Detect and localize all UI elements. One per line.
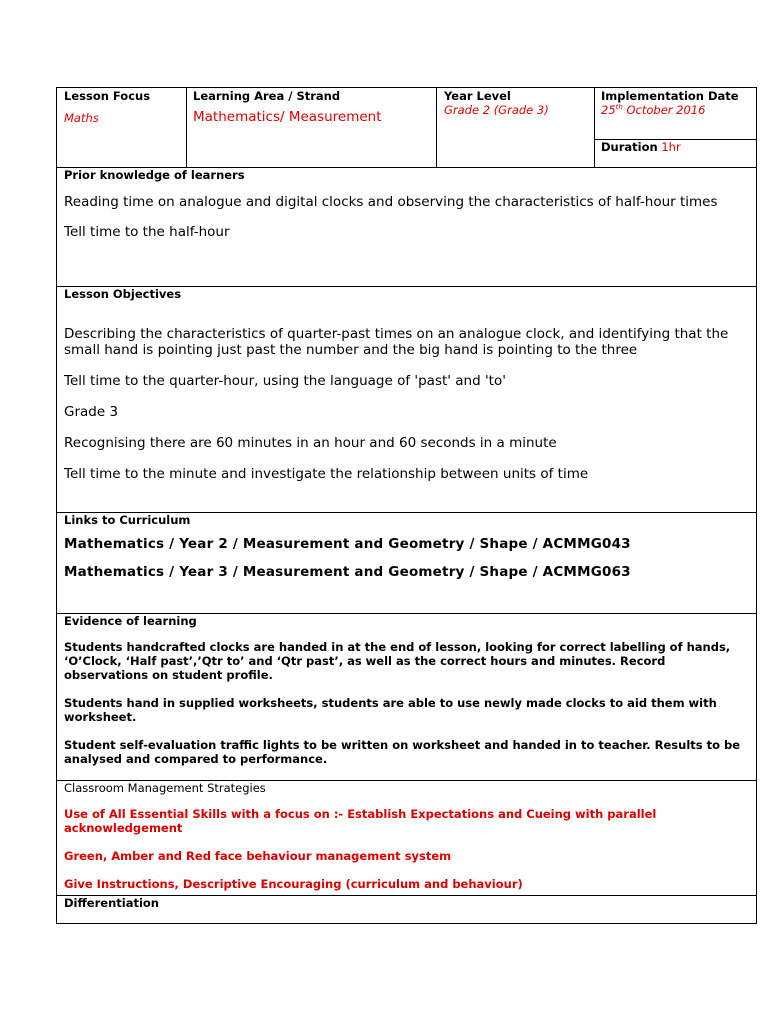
- year-level-label: Year Level: [444, 89, 511, 103]
- curriculum-item-2: Mathematics / Year 3 / Measurement and Geometry / Shape / ACMMG063: [64, 564, 631, 580]
- evidence-item-2: Students hand in supplied worksheets, students are able to use newly made clocks to aid them with worksheet.: [64, 696, 717, 724]
- implementation-day: 25: [601, 103, 616, 117]
- lesson-plan-table: [56, 87, 757, 924]
- lesson-focus-label: Lesson Focus: [64, 89, 151, 103]
- prior-knowledge-title: Prior knowledge of learners: [64, 168, 245, 182]
- management-title: Classroom Management Strategies: [64, 781, 266, 795]
- duration-line: [595, 140, 756, 154]
- differentiation-section: [57, 896, 757, 924]
- learning-area-label: Learning Area / Strand: [193, 89, 341, 103]
- management-section: [57, 781, 757, 896]
- implementation-suffix: th: [615, 103, 623, 112]
- evidence-section: [57, 614, 757, 781]
- lesson-focus-value: Maths: [64, 111, 99, 125]
- objective-item-5: Tell time to the minute and investigate the relationship between units of time: [64, 466, 589, 482]
- implementation-date-value: [595, 103, 756, 117]
- management-item-2: Green, Amber and Red face behaviour management system: [64, 849, 452, 863]
- differentiation-title: Differentiation: [64, 896, 159, 910]
- duration-label: Duration: [601, 140, 658, 154]
- year-level-value: Grade 2 (Grade 3): [444, 103, 549, 117]
- duration-cell: [595, 140, 757, 168]
- objective-item-3: Grade 3: [64, 404, 119, 420]
- objective-item-2: Tell time to the quarter-hour, using the language of 'past' and 'to': [64, 373, 506, 389]
- evidence-item-1: Students handcrafted clocks are handed in at the end of lesson, looking for correct labelling of hands, ‘O’Clock, ‘Half past’,’Qtr to’ and ‘Qtr past’, as well as the correct hours and minutes. Record observations on student profile.: [64, 640, 731, 682]
- prior-knowledge-item-1: Reading time on analogue and digital clocks and observing the characteristics of half-hour times: [64, 194, 718, 210]
- curriculum-item-1: Mathematics / Year 2 / Measurement and Geometry / Shape / ACMMG043: [64, 536, 631, 552]
- prior-knowledge-item-2: Tell time to the half-hour: [64, 224, 230, 240]
- learning-area-value: Mathematics/ Measurement: [193, 109, 382, 125]
- lesson-focus-cell: [57, 88, 187, 168]
- management-item-3: Give Instructions, Descriptive Encouraging (curriculum and behaviour): [64, 877, 523, 891]
- year-level-cell: [437, 88, 595, 168]
- implementation-date-cell: [595, 88, 757, 140]
- duration-value: 1hr: [661, 140, 681, 154]
- evidence-item-3: Student self-evaluation traffic lights to be written on worksheet and handed in to teacher. Results to be analysed and compared to performance.: [64, 738, 741, 766]
- implementation-rest: October 2016: [622, 103, 706, 117]
- evidence-title: Evidence of learning: [64, 614, 197, 628]
- objective-item-4: Recognising there are 60 minutes in an hour and 60 seconds in a minute: [64, 435, 557, 451]
- implementation-date-label: Implementation Date: [601, 89, 739, 103]
- lesson-objectives-title: Lesson Objectives: [64, 287, 182, 301]
- lesson-objectives-section: [57, 287, 757, 513]
- learning-area-cell: [187, 88, 437, 168]
- curriculum-title: Links to Curriculum: [64, 513, 191, 527]
- management-item-1: Use of All Essential Skills with a focus on :- Establish Expectations and Cueing with parallel acknowledgement: [64, 807, 657, 835]
- curriculum-section: [57, 513, 757, 614]
- objective-item-1: Describing the characteristics of quarter-past times on an analogue clock, and identifying that the small hand is pointing just past the number and the big hand is pointing to the three: [64, 326, 729, 358]
- prior-knowledge-section: [57, 168, 757, 287]
